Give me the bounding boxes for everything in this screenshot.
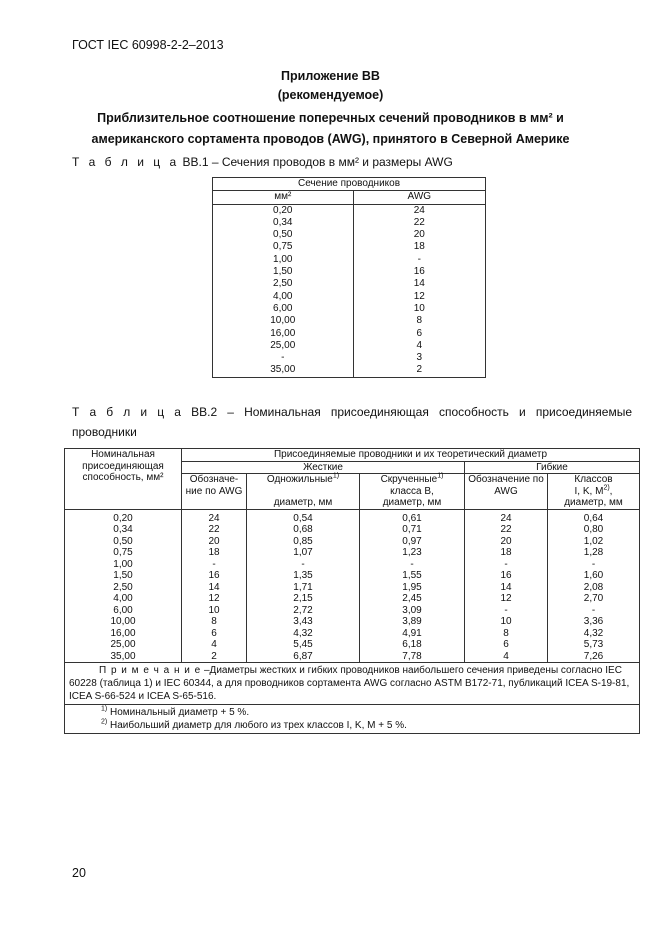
table2-cell-solid-diameter: 5,45 bbox=[247, 639, 360, 651]
table2-cell-nominal: 1,50 bbox=[65, 570, 182, 582]
table2-row bbox=[65, 628, 640, 640]
table2-footnote-2: $^{2)}$ Наибольший диаметр для любого из трех классов I, K, M + 5 %. bbox=[101, 718, 407, 731]
table2-cell-stranded-diameter: 0,71 bbox=[360, 524, 465, 536]
table2-header-awg-rigid: Обозначе-ние по AWG bbox=[182, 474, 247, 510]
table1-row bbox=[213, 229, 486, 241]
table1-caption bbox=[72, 155, 453, 169]
table1-cell-awg: 18 bbox=[353, 241, 485, 253]
table2-row bbox=[65, 524, 640, 536]
table2-cell-stranded-diameter: 3,09 bbox=[360, 605, 465, 617]
table1-cell-mm: 16,00 bbox=[213, 328, 354, 340]
table2-cell-awg-flexible: 12 bbox=[465, 593, 548, 605]
table1-row bbox=[213, 315, 486, 327]
table1-cell-awg: 20 bbox=[353, 229, 485, 241]
table1-cell-awg: 10 bbox=[353, 303, 485, 315]
table2-cell-solid-diameter: 2,15 bbox=[247, 593, 360, 605]
table2-cell-stranded-diameter: 0,61 bbox=[360, 509, 465, 524]
table2-cell-awg-rigid: 14 bbox=[182, 582, 247, 594]
table2-header-stranded: Скрученные$^{1)}$ класса В, диаметр, мм bbox=[360, 474, 465, 510]
table2-header-awg-flexible: Обозначение по AWG bbox=[465, 474, 548, 510]
table2-cell-classes-diameter: 0,64 bbox=[548, 509, 640, 524]
table2-cell-stranded-diameter: 4,91 bbox=[360, 628, 465, 640]
table1-row bbox=[213, 254, 486, 266]
table2-body bbox=[65, 509, 640, 663]
table2-cell-classes-diameter: 5,73 bbox=[548, 639, 640, 651]
table2-cell-solid-diameter: 1,71 bbox=[247, 582, 360, 594]
table1-header-mm: мм² bbox=[213, 191, 354, 204]
table2-header-stranded-label: Скрученные bbox=[380, 474, 438, 485]
table2-cell-classes-diameter: 1,02 bbox=[548, 536, 640, 548]
table2-header-nominal: Номинальная присоединяющая способность, мм² bbox=[65, 449, 182, 510]
table2-header-classes-diameter: диаметр, мм bbox=[564, 497, 623, 508]
table2-cell-awg-flexible: - bbox=[465, 605, 548, 617]
table2-cell-solid-diameter: 2,72 bbox=[247, 605, 360, 617]
appendix-subtitle: (рекомендуемое) bbox=[277, 88, 384, 102]
table2-note-text: –Диаметры жестких и гибких проводников наибольшего сечения приведены согласно IEC 60228 (таблица 1) и IEC 60344, а для проводников сортамента AWG согласно ASTM B172-71, публикаций ICEA S-19-81, ICEA S-66-524 и ICEA S-65-516. bbox=[69, 665, 630, 702]
table2-cell-stranded-diameter: 1,95 bbox=[360, 582, 465, 594]
table2-caption bbox=[72, 402, 632, 442]
table2-row bbox=[65, 593, 640, 605]
table2-row bbox=[65, 536, 640, 548]
table2-cell-nominal: 35,00 bbox=[65, 651, 182, 663]
table2-cell-nominal: 1,00 bbox=[65, 559, 182, 571]
table2-cell-stranded-diameter: 7,78 bbox=[360, 651, 465, 663]
table1-cell-mm: 25,00 bbox=[213, 340, 354, 352]
table2-cell-solid-diameter: 4,32 bbox=[247, 628, 360, 640]
table1-cell-mm: 0,34 bbox=[213, 217, 354, 229]
table2-cell-awg-flexible: 20 bbox=[465, 536, 548, 548]
table2-cell-classes-diameter: 2,08 bbox=[548, 582, 640, 594]
table2-note bbox=[65, 663, 640, 705]
table2-row bbox=[65, 582, 640, 594]
table2-row bbox=[65, 559, 640, 571]
table2-caption-line1: Т а б л и ц а ВВ.2 – Номинальная присоединяющая способность и присоединяемые bbox=[72, 405, 632, 419]
table2-footnotes bbox=[65, 705, 640, 734]
table2-header-solid: Одножильные$^{1)}$ диаметр, мм bbox=[247, 474, 360, 510]
table2-header-solid-diameter: диаметр, мм bbox=[273, 497, 333, 508]
table2-cell-solid-diameter: 0,54 bbox=[247, 509, 360, 524]
table2-cell-classes-diameter: 0,80 bbox=[548, 524, 640, 536]
table2-cell-nominal: 16,00 bbox=[65, 628, 182, 640]
table2-cell-awg-rigid: 10 bbox=[182, 605, 247, 617]
table2-cell-classes-diameter: - bbox=[548, 605, 640, 617]
table1-row bbox=[213, 352, 486, 364]
table2-row bbox=[65, 616, 640, 628]
table2-cell-nominal: 0,50 bbox=[65, 536, 182, 548]
table1-cell-mm: 1,00 bbox=[213, 254, 354, 266]
table2-cell-solid-diameter: 6,87 bbox=[247, 651, 360, 663]
table2-cell-awg-rigid: 6 bbox=[182, 628, 247, 640]
table1-cell-awg: 12 bbox=[353, 291, 485, 303]
table2-cell-nominal: 25,00 bbox=[65, 639, 182, 651]
table2-header-stranded-class: класса В, bbox=[390, 485, 434, 497]
table2-row bbox=[65, 651, 640, 663]
table1-caption-text: ВВ.1 – Сечения проводов в мм² и размеры AWG bbox=[182, 155, 453, 169]
page-number: 20 bbox=[72, 866, 86, 880]
table1-cell-mm: 35,00 bbox=[213, 364, 354, 377]
table2-cell-awg-flexible: 16 bbox=[465, 570, 548, 582]
table2-cell-awg-flexible: - bbox=[465, 559, 548, 571]
table2-cell-nominal: 0,20 bbox=[65, 509, 182, 524]
table2-cell-awg-rigid: 4 bbox=[182, 639, 247, 651]
table2-note-label: П р и м е ч а н и е bbox=[99, 665, 202, 676]
table1-row bbox=[213, 340, 486, 352]
table2-row bbox=[65, 509, 640, 524]
table2-cell-solid-diameter: - bbox=[247, 559, 360, 571]
table2-cell-awg-flexible: 8 bbox=[465, 628, 548, 640]
table2-header-stranded-diameter: диаметр, мм bbox=[382, 497, 442, 508]
table1-cell-awg: 24 bbox=[353, 204, 485, 217]
table1-caption-word: Т а б л и ц а bbox=[72, 155, 180, 169]
table2-cell-awg-rigid: 2 bbox=[182, 651, 247, 663]
table2-row bbox=[65, 570, 640, 582]
table2-row bbox=[65, 605, 640, 617]
table2-cell-nominal: 0,75 bbox=[65, 547, 182, 559]
table2-cell-classes-diameter: 3,36 bbox=[548, 616, 640, 628]
table2-cell-awg-rigid: 20 bbox=[182, 536, 247, 548]
table2-header-flexible: Гибкие bbox=[465, 461, 640, 474]
table1-header-awg: AWG bbox=[353, 191, 485, 204]
table2-cell-nominal: 10,00 bbox=[65, 616, 182, 628]
table2-cell-awg-rigid: 12 bbox=[182, 593, 247, 605]
table2-cell-awg-rigid: 22 bbox=[182, 524, 247, 536]
table2-cell-classes-diameter: 4,32 bbox=[548, 628, 640, 640]
table2-cell-awg-flexible: 14 bbox=[465, 582, 548, 594]
table2-cell-awg-flexible: 10 bbox=[465, 616, 548, 628]
table2-header-solid-label: Одножильные bbox=[266, 474, 333, 485]
table1-cell-awg: 8 bbox=[353, 315, 485, 327]
table2-cell-stranded-diameter: 1,55 bbox=[360, 570, 465, 582]
table1-row bbox=[213, 328, 486, 340]
table1-cell-mm: 1,50 bbox=[213, 266, 354, 278]
table2-footnote-1-text: Номинальный диаметр + 5 %. bbox=[110, 707, 250, 718]
table2-cell-awg-flexible: 18 bbox=[465, 547, 548, 559]
table2-cell-nominal: 0,34 bbox=[65, 524, 182, 536]
table2-cell-classes-diameter: 1,28 bbox=[548, 547, 640, 559]
table2-header-rigid: Жесткие bbox=[182, 461, 465, 474]
table2-header-classes-label: Классов bbox=[574, 474, 613, 485]
table2-cell-stranded-diameter: 1,23 bbox=[360, 547, 465, 559]
table1-row bbox=[213, 303, 486, 315]
appendix-heading-line1: Приблизительное соотношение поперечных сечений проводников в мм² и bbox=[97, 111, 564, 125]
table2-cell-stranded-diameter: 3,89 bbox=[360, 616, 465, 628]
table2-cell-nominal: 4,00 bbox=[65, 593, 182, 605]
table2-cell-awg-rigid: 18 bbox=[182, 547, 247, 559]
table1-row bbox=[213, 291, 486, 303]
table2-row bbox=[65, 547, 640, 559]
table1-row bbox=[213, 278, 486, 290]
table1-body bbox=[213, 204, 486, 377]
table1-cell-mm: 2,50 bbox=[213, 278, 354, 290]
table1-row bbox=[213, 266, 486, 278]
table2-cell-classes-diameter: 7,26 bbox=[548, 651, 640, 663]
table2-cell-stranded-diameter: 0,97 bbox=[360, 536, 465, 548]
table2-cell-awg-rigid: 16 bbox=[182, 570, 247, 582]
table2-footnote-2-text: Наибольший диаметр для любого из трех классов I, K, M + 5 %. bbox=[110, 720, 407, 731]
table2-header-group: Присоединяемые проводники и их теоретический диаметр bbox=[182, 449, 640, 462]
table2-cell-classes-diameter: 1,60 bbox=[548, 570, 640, 582]
table2-cell-stranded-diameter: - bbox=[360, 559, 465, 571]
appendix-heading-line2: американского сортамента проводов (AWG), принятого в Северной Америке bbox=[91, 132, 570, 146]
table2-header-classes-ikm: I, K, M bbox=[574, 485, 604, 497]
table1-cell-mm: 0,75 bbox=[213, 241, 354, 253]
table2-cell-solid-diameter: 1,35 bbox=[247, 570, 360, 582]
table2-cell-stranded-diameter: 2,45 bbox=[360, 593, 465, 605]
table1-group-header: Сечение проводников bbox=[213, 178, 486, 191]
table1-cell-awg: 6 bbox=[353, 328, 485, 340]
table1-cell-mm: 0,20 bbox=[213, 204, 354, 217]
table2-cell-classes-diameter: 2,70 bbox=[548, 593, 640, 605]
table2-cell-stranded-diameter: 6,18 bbox=[360, 639, 465, 651]
table2-cell-nominal: 6,00 bbox=[65, 605, 182, 617]
table1-cell-awg: 4 bbox=[353, 340, 485, 352]
table2-cell-awg-flexible: 24 bbox=[465, 509, 548, 524]
table1-cell-awg: 14 bbox=[353, 278, 485, 290]
table1-cell-awg: 16 bbox=[353, 266, 485, 278]
document-header: ГОСТ IEC 60998-2-2–2013 bbox=[72, 38, 224, 52]
appendix-title: Приложение ВВ bbox=[281, 69, 380, 83]
table1-cell-awg: - bbox=[353, 254, 485, 266]
table2-caption-line2: проводники bbox=[72, 425, 137, 439]
table1-row bbox=[213, 241, 486, 253]
table2-cell-solid-diameter: 0,68 bbox=[247, 524, 360, 536]
table2-cell-classes-diameter: - bbox=[548, 559, 640, 571]
table2-cell-solid-diameter: 0,85 bbox=[247, 536, 360, 548]
table2-cell-solid-diameter: 3,43 bbox=[247, 616, 360, 628]
table1-cell-mm: 0,50 bbox=[213, 229, 354, 241]
table2-footnote-1: $^{1)}$ Номинальный диаметр + 5 %. bbox=[101, 705, 250, 718]
table1-row bbox=[213, 217, 486, 229]
table2-cell-awg-rigid: 8 bbox=[182, 616, 247, 628]
table1-cell-mm: 4,00 bbox=[213, 291, 354, 303]
table2-header-classes: Классов I, K, $M^{2)}$, диаметр, мм bbox=[548, 474, 640, 510]
table1-cell-mm: 6,00 bbox=[213, 303, 354, 315]
table2-cell-nominal: 2,50 bbox=[65, 582, 182, 594]
table1-cell-awg: 22 bbox=[353, 217, 485, 229]
table1-cell-mm: 10,00 bbox=[213, 315, 354, 327]
table2 bbox=[64, 448, 640, 734]
table2-cell-awg-rigid: - bbox=[182, 559, 247, 571]
table2-cell-awg-flexible: 4 bbox=[465, 651, 548, 663]
table1-row bbox=[213, 204, 486, 217]
table2-cell-awg-rigid: 24 bbox=[182, 509, 247, 524]
table2-cell-awg-flexible: 22 bbox=[465, 524, 548, 536]
table1 bbox=[212, 177, 486, 378]
table1-row bbox=[213, 364, 486, 377]
table2-cell-solid-diameter: 1,07 bbox=[247, 547, 360, 559]
table2-cell-awg-flexible: 6 bbox=[465, 639, 548, 651]
table1-cell-awg: 3 bbox=[353, 352, 485, 364]
table1-cell-mm: - bbox=[213, 352, 354, 364]
table2-row bbox=[65, 639, 640, 651]
table1-cell-awg: 2 bbox=[353, 364, 485, 377]
